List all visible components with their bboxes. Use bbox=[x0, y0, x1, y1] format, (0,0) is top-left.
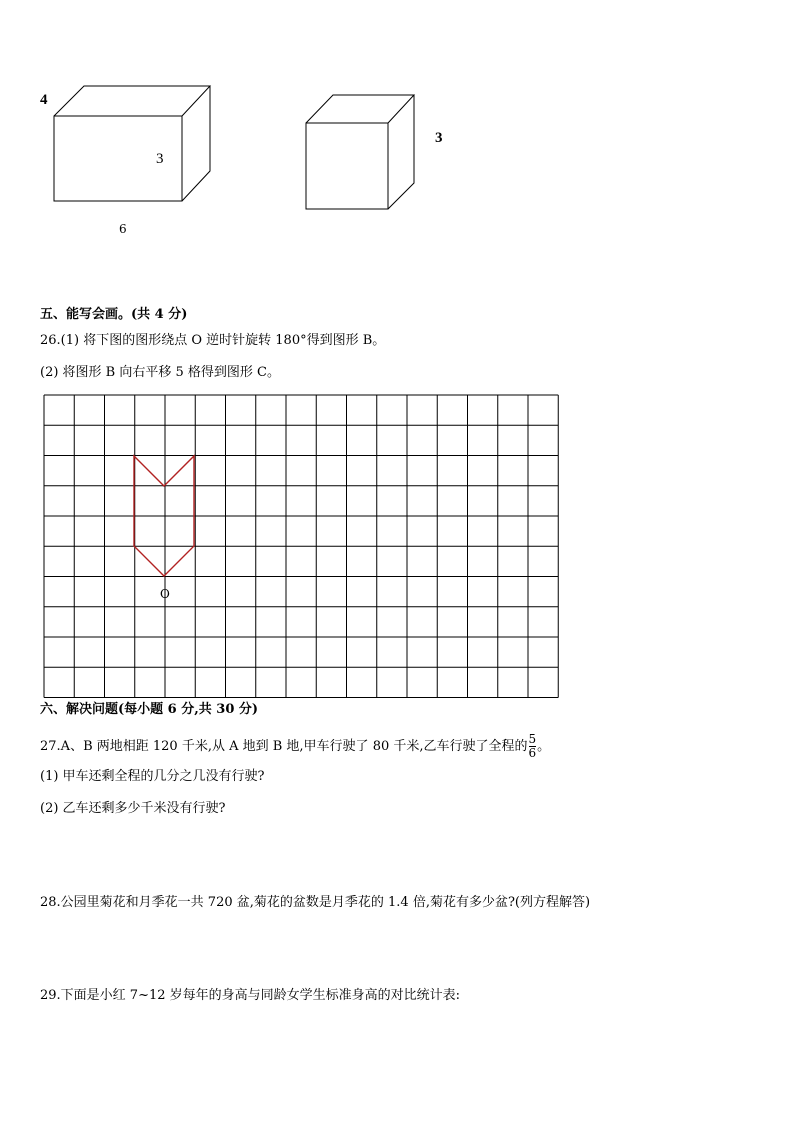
section6-heading: 六、解决问题(每小题 6 分,共 30 分) bbox=[40, 702, 259, 717]
q27-part2: (2) 乙车还剩多少千米没有行驶? bbox=[40, 801, 226, 816]
q27-line bbox=[40, 733, 550, 760]
cuboid-length-label: 6 bbox=[119, 222, 127, 236]
cuboid-height-label: 4 bbox=[40, 92, 48, 108]
q27-end: 。 bbox=[537, 739, 551, 754]
q27-part1: (1) 甲车还剩全程的几分之几没有行驶? bbox=[40, 769, 265, 784]
q26-part2: (2) 将图形 B 向右平移 5 格得到图形 C。 bbox=[40, 365, 280, 380]
q27-text: 27.A、B 两地相距 120 千米,从 A 地到 B 地,甲车行驶了 80 千米,乙车行驶了全程的 bbox=[40, 739, 528, 754]
q27-fraction bbox=[529, 733, 537, 760]
q29-text: 29.下面是小红 7~12 岁每年的身高与同龄女学生标准身高的对比统计表: bbox=[40, 988, 461, 1003]
cuboid-width-label: 3 bbox=[156, 151, 164, 167]
q27-fraction-numerator: 5 bbox=[528, 732, 537, 746]
q26-part1: 26.(1) 将下图的图形绕点 O 逆时针旋转 180°得到图形 B。 bbox=[40, 333, 386, 348]
q27-fraction-denominator: 6 bbox=[528, 746, 537, 760]
section5-heading: 五、能写会画。(共 4 分) bbox=[40, 307, 188, 322]
point-o-label: O bbox=[160, 587, 170, 601]
cube-edge-label: 3 bbox=[435, 130, 443, 146]
q28-text: 28.公园里菊花和月季花一共 720 盆,菊花的盆数是月季花的 1.4 倍,菊花有多少盆?(列方程解答) bbox=[40, 895, 591, 910]
